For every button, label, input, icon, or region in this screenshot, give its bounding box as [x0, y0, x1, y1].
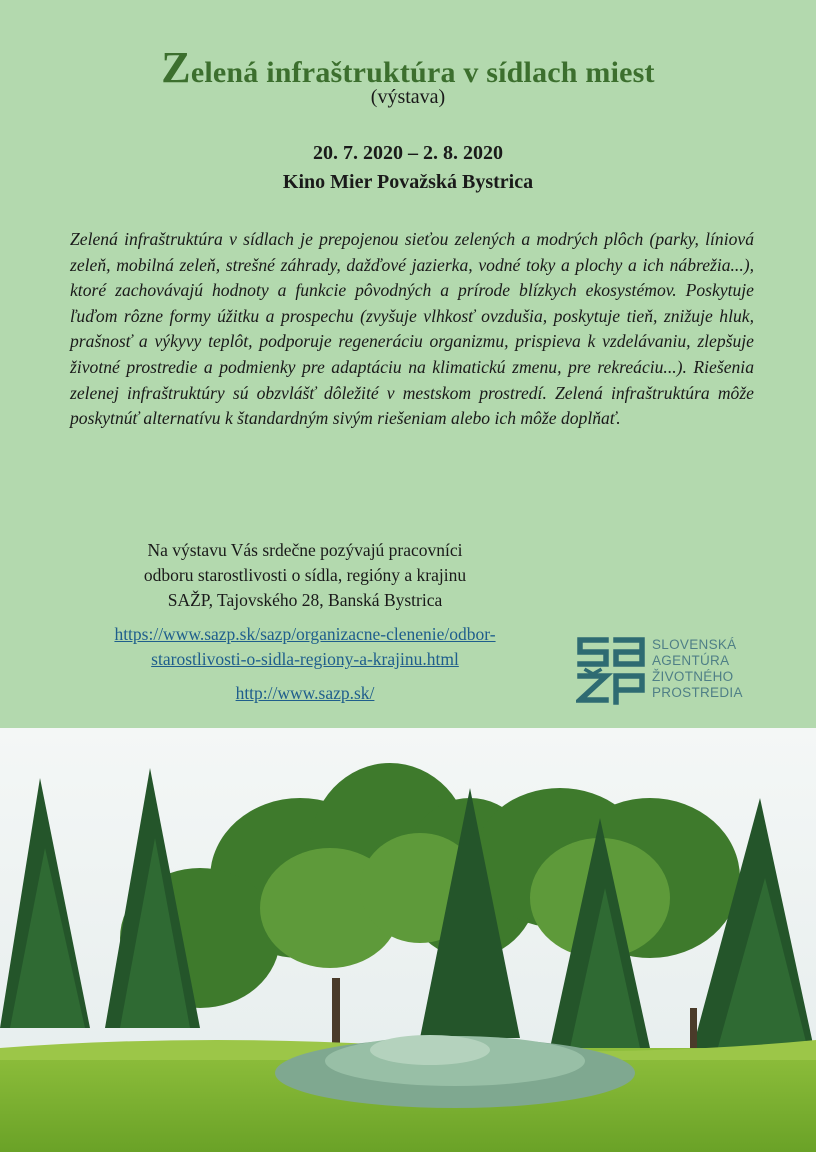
poster-subtitle: (výstava): [370, 86, 446, 108]
logo-text: [652, 637, 743, 701]
department-link[interactable]: [60, 622, 550, 672]
homepage-link[interactable]: http://www.sazp.sk/: [235, 683, 375, 703]
logo-text-line: AGENTÚRA: [652, 653, 730, 668]
invite-line: SAŽP, Tajovského 28, Banská Bystrica: [167, 590, 443, 610]
exhibition-dates: 20. 7. 2020 – 2. 8. 2020: [313, 142, 503, 164]
invite-line: Na výstavu Vás srdečne pozývajú pracovníci: [147, 540, 463, 560]
description-paragraph: Zelená infraštruktúra v sídlach je prepojenou sieťou zelených a modrých plôch (parky, líniová zeleň, mobilná zeleň, strešné záhrady, dažďové jazierka, vodné toky a plochy a ich nábrežia...), ktoré zachovávajú hodnoty a funkcie pôvodných a prírode blízkych ekosystémov. Poskytuje ľuďom rôzne formy úžitku a prospechu (zvyšuje vlhkosť ovzdušia, poskytuje tieň, znižuje hluk, prašnosť a výkyvy teplôt, podporuje regeneráciu organizmu, prispieva k vzdelávaniu, zlepšuje životné prostredie a podmienky pre adaptáciu na klimatickú zmenu, pre rekreáciu...). Riešenia zelenej infraštruktúry sú obzvlášť dôležité v mestskom prostredí. Zelená infraštruktúra môže poskytnúť alternatívu k štandardným sivým riešeniam alebo ich môže doplňať.: [70, 229, 754, 429]
exhibition-venue: Kino Mier Považská Bystrica: [282, 171, 534, 193]
title-initial: Z: [161, 43, 191, 92]
logo-text-line: SLOVENSKÁ: [652, 637, 737, 652]
title-rest: elená infraštruktúra v sídlach miest: [190, 56, 655, 89]
invite-line: odboru starostlivosti o sídla, regióny a krajinu: [143, 565, 467, 585]
department-link-line2: starostlivosti-o-sidla-regiony-a-krajinu.html: [151, 649, 459, 669]
park-photo: [0, 728, 816, 1152]
invitation-block: [60, 538, 550, 613]
department-link-line1: https://www.sazp.sk/sazp/organizacne-clenenie/odbor-: [114, 624, 496, 644]
logo-text-line: PROSTREDIA: [652, 685, 743, 700]
logo-text-line: ŽIVOTNÉHO: [652, 669, 734, 684]
